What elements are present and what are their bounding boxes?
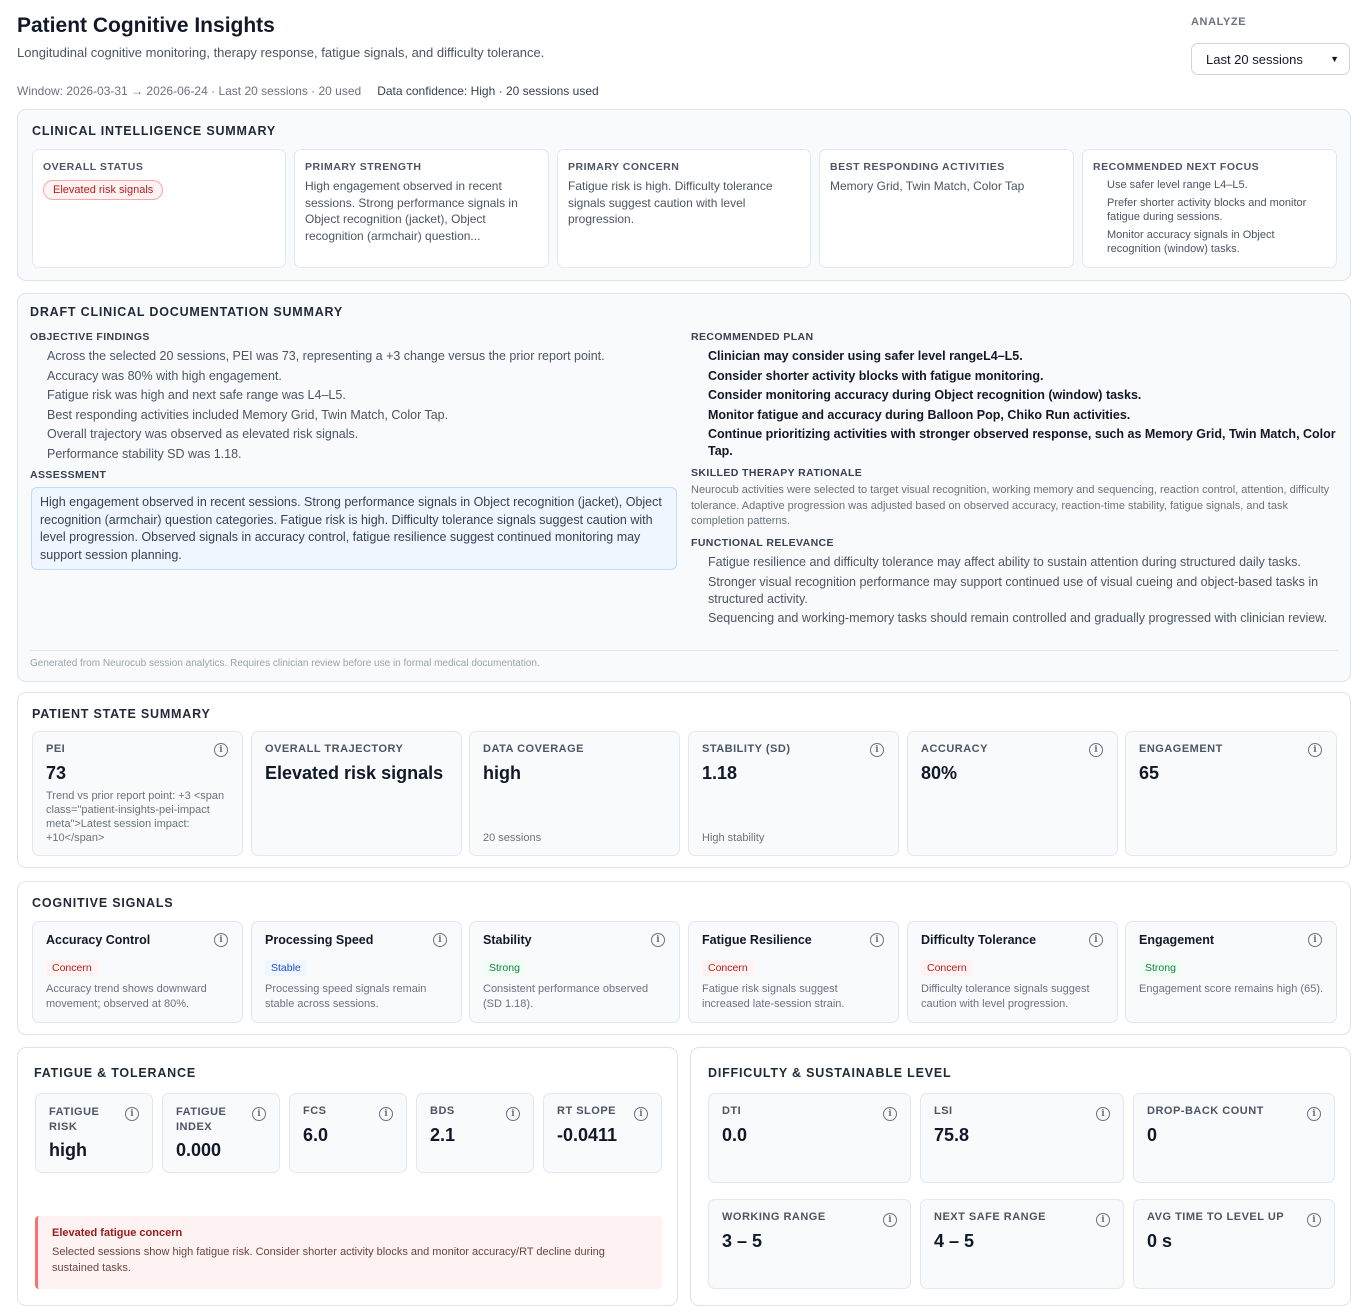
pei-card — [32, 731, 243, 856]
kpi-label: RT SLOPE — [557, 1105, 617, 1117]
status-badge: Concern — [46, 960, 98, 976]
kpi-value: 65 — [1139, 763, 1160, 783]
signal-card-fatigue-resilience — [688, 921, 899, 1023]
signal-title: Accuracy Control — [46, 933, 151, 947]
list-item: Accuracy was 80% with high engagement. — [47, 368, 282, 383]
fcs-card — [289, 1093, 407, 1173]
data-coverage-card — [469, 731, 680, 856]
info-icon[interactable]: i — [214, 743, 228, 757]
objective-findings-list — [31, 348, 671, 466]
list-item: Prefer shorter activity blocks and monitor fatigue during sessions. — [1107, 196, 1307, 223]
next-focus-card — [1082, 149, 1337, 268]
kpi-value: 3 – 5 — [722, 1231, 763, 1251]
status-badge: Elevated risk signals — [43, 180, 163, 200]
info-icon[interactable]: i — [1308, 743, 1322, 757]
fatigue-index-card — [162, 1093, 280, 1173]
list-item: Clinician may consider using safer level rangeL4–L5. — [708, 349, 1023, 363]
assessment-text: High engagement observed in recent sessions. Strong performance signals in Object recognition (jacket), Object recognition (armchair) question categories. Fatigue risk is high. Difficulty tolerance signals suggest caution with level progression. Observed signals in accuracy control, fatigue resilience suggest continued monitoring may support session planning. — [31, 487, 677, 570]
analyze-selected: Last 20 sessions — [1206, 51, 1303, 67]
page-subtitle: Longitudinal cognitive monitoring, therapy response, fatigue signals, and difficulty tolerance. — [17, 45, 545, 60]
info-icon[interactable]: i — [1096, 1213, 1110, 1227]
info-icon[interactable]: i — [125, 1107, 139, 1121]
overall-status-card — [32, 149, 286, 268]
patient-state-panel — [17, 692, 1351, 868]
signal-text: Fatigue risk signals suggest increased late-session strain. — [702, 983, 845, 1010]
recommended-plan-list — [692, 348, 1344, 463]
analyze-label: ANALYZE — [1191, 16, 1247, 28]
assessment-label: ASSESSMENT — [30, 469, 107, 481]
chevron-down-icon: ▼ — [1330, 54, 1339, 64]
info-icon[interactable]: i — [379, 1107, 393, 1121]
status-badge: Strong — [483, 960, 526, 976]
signal-title: Stability — [483, 933, 532, 947]
page-title: Patient Cognitive Insights — [17, 14, 275, 37]
kpi-label: NEXT SAFE RANGE — [934, 1211, 1047, 1223]
lsi-card — [920, 1093, 1124, 1183]
signal-card-engagement — [1125, 921, 1337, 1023]
primary-concern-label: PRIMARY CONCERN — [568, 161, 680, 173]
analyze-select[interactable] — [1191, 43, 1350, 75]
alert-title: Elevated fatigue concern — [52, 1227, 183, 1239]
kpi-value: 0.0 — [722, 1125, 748, 1145]
fatigue-risk-card — [35, 1093, 153, 1173]
clinical-summary-panel — [17, 109, 1351, 281]
list-item: Consider shorter activity blocks with fatigue monitoring. — [708, 368, 1044, 383]
info-icon[interactable]: i — [651, 933, 665, 947]
accuracy-card — [907, 731, 1118, 856]
window-meta — [17, 84, 599, 98]
signal-text: Engagement score remains high (65). — [1139, 983, 1324, 995]
difficulty-title: DIFFICULTY & SUSTAINABLE LEVEL — [708, 1066, 952, 1080]
confidence-text: Data confidence: High · 20 sessions used — [377, 84, 599, 98]
kpi-value: 0 — [1147, 1125, 1158, 1145]
status-badge: Concern — [702, 960, 754, 976]
kpi-value: 1.18 — [702, 763, 738, 783]
info-icon[interactable]: i — [1308, 933, 1322, 947]
list-item: Monitor fatigue and accuracy during Balloon Pop, Chiko Run activities. — [708, 407, 1131, 422]
working-range-card — [708, 1199, 911, 1289]
info-icon[interactable]: i — [883, 1213, 897, 1227]
fatigue-title: FATIGUE & TOLERANCE — [34, 1066, 196, 1080]
alert-text: Selected sessions show high fatigue risk. Consider shorter activity blocks and monitor accuracy/RT decline during sustained tasks. — [52, 1246, 605, 1274]
primary-strength-label: PRIMARY STRENGTH — [305, 161, 422, 173]
engagement-card — [1125, 731, 1337, 856]
list-item: Use safer level range L4–L5. — [1107, 179, 1248, 191]
signal-text: Processing speed signals remain stable across sessions. — [265, 983, 427, 1010]
info-icon[interactable]: i — [1089, 933, 1103, 947]
info-icon[interactable]: i — [1089, 743, 1103, 757]
primary-strength-card — [294, 149, 549, 268]
list-item: Across the selected 20 sessions, PEI was 73, representing a +3 change versus the prior report point. — [47, 349, 605, 363]
rationale-text: Neurocub activities were selected to target visual recognition, working memory and sequencing, reaction control, attention, difficulty tolerance. Adaptive progression was adjusted based on observed accuracy, reaction-time stability, fatigue signals, and task completion patterns. — [691, 484, 1330, 527]
info-icon[interactable]: i — [870, 933, 884, 947]
info-icon[interactable]: i — [1307, 1107, 1321, 1121]
kpi-value: high — [483, 763, 521, 783]
stability-card — [688, 731, 899, 856]
info-icon[interactable]: i — [634, 1107, 648, 1121]
signal-text: Accuracy trend shows downward movement; observed at 80%. — [46, 983, 207, 1010]
kpi-label: PEI — [46, 743, 66, 755]
overall-status-label: OVERALL STATUS — [43, 161, 144, 173]
kpi-label: LSI — [934, 1105, 953, 1117]
list-item: Fatigue resilience and difficulty tolerance may affect ability to sustain attention during structured daily tasks. — [708, 555, 1301, 569]
functional-relevance-label: FUNCTIONAL RELEVANCE — [691, 537, 834, 549]
kpi-label: FATIGUE RISK — [49, 1106, 100, 1133]
kpi-value: 6.0 — [303, 1125, 329, 1145]
info-icon[interactable]: i — [883, 1107, 897, 1121]
clinical-summary-title: CLINICAL INTELLIGENCE SUMMARY — [32, 124, 277, 138]
kpi-label: OVERALL TRAJECTORY — [265, 743, 404, 755]
fatigue-alert — [35, 1216, 662, 1289]
next-focus-list — [1107, 178, 1326, 260]
signal-title: Processing Speed — [265, 933, 374, 947]
kpi-label: FATIGUE INDEX — [176, 1106, 227, 1133]
info-icon[interactable]: i — [1096, 1107, 1110, 1121]
list-item: Continue prioritizing activities with stronger observed response, such as Memory Grid, Twin Match, Color Tap. — [708, 427, 1336, 459]
kpi-value: high — [49, 1140, 87, 1160]
kpi-value: 75.8 — [934, 1125, 970, 1145]
dti-card — [708, 1093, 911, 1183]
kpi-value: 0.000 — [176, 1140, 222, 1160]
kpi-note: 20 sessions — [483, 832, 542, 844]
kpi-value: 4 – 5 — [934, 1231, 975, 1251]
list-item: Overall trajectory was observed as elevated risk signals. — [47, 427, 359, 442]
kpi-label: ACCURACY — [921, 743, 988, 755]
signal-title: Engagement — [1139, 933, 1215, 947]
rt-slope-card — [543, 1093, 662, 1173]
signal-title: Difficulty Tolerance — [921, 933, 1037, 947]
list-item: Best responding activities included Memory Grid, Twin Match, Color Tap. — [47, 407, 449, 422]
list-item: Performance stability SD was 1.18. — [47, 446, 242, 461]
kpi-value: 2.1 — [430, 1125, 456, 1145]
signal-card-processing-speed — [251, 921, 462, 1023]
documentation-title: DRAFT CLINICAL DOCUMENTATION SUMMARY — [30, 305, 344, 319]
signal-card-accuracy-control — [32, 921, 243, 1023]
kpi-value: Elevated risk signals — [265, 763, 444, 783]
primary-concern-card — [557, 149, 811, 268]
next-focus-label: RECOMMENDED NEXT FOCUS — [1093, 161, 1260, 173]
signal-card-stability — [469, 921, 680, 1023]
bds-card — [416, 1093, 534, 1173]
list-item: Sequencing and working-memory tasks should remain controlled and gradually progressed with clinician review. — [708, 611, 1328, 626]
divider — [30, 650, 1338, 651]
cognitive-signals-panel — [17, 881, 1351, 1035]
patient-state-title: PATIENT STATE SUMMARY — [32, 707, 211, 721]
signal-text: Consistent performance observed (SD 1.18). — [483, 983, 649, 1010]
difficulty-panel — [690, 1047, 1351, 1306]
kpi-label: DTI — [722, 1105, 742, 1117]
kpi-label: STABILITY (SD) — [702, 743, 791, 755]
rationale-label: SKILLED THERAPY RATIONALE — [691, 467, 863, 479]
pei-trend-note: Trend vs prior report point: +3 <span class="patient-insights-pei-impact meta">Latest session impact: +10</span> — [46, 790, 225, 844]
list-item: Fatigue risk was high and next safe range was L4–L5. — [47, 388, 346, 403]
best-activities-card — [819, 149, 1074, 268]
cognitive-signals-title: COGNITIVE SIGNALS — [32, 896, 174, 910]
best-activities-text: Memory Grid, Twin Match, Color Tap — [830, 179, 1025, 193]
info-icon[interactable]: i — [506, 1107, 520, 1121]
signal-text: Difficulty tolerance signals suggest caution with level progression. — [921, 983, 1090, 1010]
kpi-label: AVG TIME TO LEVEL UP — [1147, 1211, 1285, 1223]
kpi-label: WORKING RANGE — [722, 1211, 826, 1223]
list-item: Stronger visual recognition performance may support continued use of visual cueing and object-based tasks in structured activity. — [708, 574, 1319, 606]
primary-strength-text: High engagement observed in recent sessions. Strong performance signals in Object recognition (jacket), Object recognition (armchair) question... — [305, 179, 518, 243]
list-item: Monitor accuracy signals in Object recognition (window) tasks. — [1107, 228, 1275, 255]
documentation-footnote: Generated from Neurocub session analytics. Requires clinician review before use in formal medical documentation. — [30, 658, 540, 669]
kpi-value: -0.0411 — [557, 1125, 618, 1145]
info-icon[interactable]: i — [433, 933, 447, 947]
best-activities-label: BEST RESPONDING ACTIVITIES — [830, 161, 1005, 173]
trajectory-card — [251, 731, 462, 856]
status-badge: Strong — [1139, 960, 1182, 976]
avg-time-level-up-card — [1133, 1199, 1335, 1289]
drop-back-card — [1133, 1093, 1335, 1183]
functional-relevance-list — [692, 554, 1344, 630]
kpi-note: High stability — [702, 832, 765, 844]
status-badge: Stable — [265, 960, 307, 976]
kpi-value: 73 — [46, 763, 67, 783]
signal-title: Fatigue Resilience — [702, 933, 812, 947]
next-safe-range-card — [920, 1199, 1124, 1289]
kpi-label: BDS — [430, 1105, 455, 1117]
kpi-label: DROP-BACK COUNT — [1147, 1105, 1264, 1117]
info-icon[interactable]: i — [1307, 1213, 1321, 1227]
info-icon[interactable]: i — [870, 743, 884, 757]
recommended-plan-label: RECOMMENDED PLAN — [691, 331, 814, 343]
signal-card-difficulty-tolerance — [907, 921, 1118, 1023]
kpi-label: FCS — [303, 1105, 327, 1117]
window-text: Window: 2026-03-31 → 2026-06-24 · Last 20 sessions · 20 used — [17, 84, 362, 98]
list-item: Consider monitoring accuracy during Object recognition (window) tasks. — [708, 388, 1142, 403]
kpi-label: DATA COVERAGE — [483, 743, 585, 755]
objective-findings-label: OBJECTIVE FINDINGS — [30, 331, 150, 343]
kpi-value: 80% — [921, 763, 958, 783]
kpi-label: ENGAGEMENT — [1139, 743, 1223, 755]
fatigue-panel — [17, 1047, 678, 1306]
kpi-value: 0 s — [1147, 1231, 1173, 1251]
documentation-panel — [17, 293, 1351, 682]
primary-concern-text: Fatigue risk is high. Difficulty tolerance signals suggest caution with level progression. — [568, 179, 773, 226]
info-icon[interactable]: i — [214, 933, 228, 947]
status-badge: Concern — [921, 960, 973, 976]
info-icon[interactable]: i — [252, 1107, 266, 1121]
